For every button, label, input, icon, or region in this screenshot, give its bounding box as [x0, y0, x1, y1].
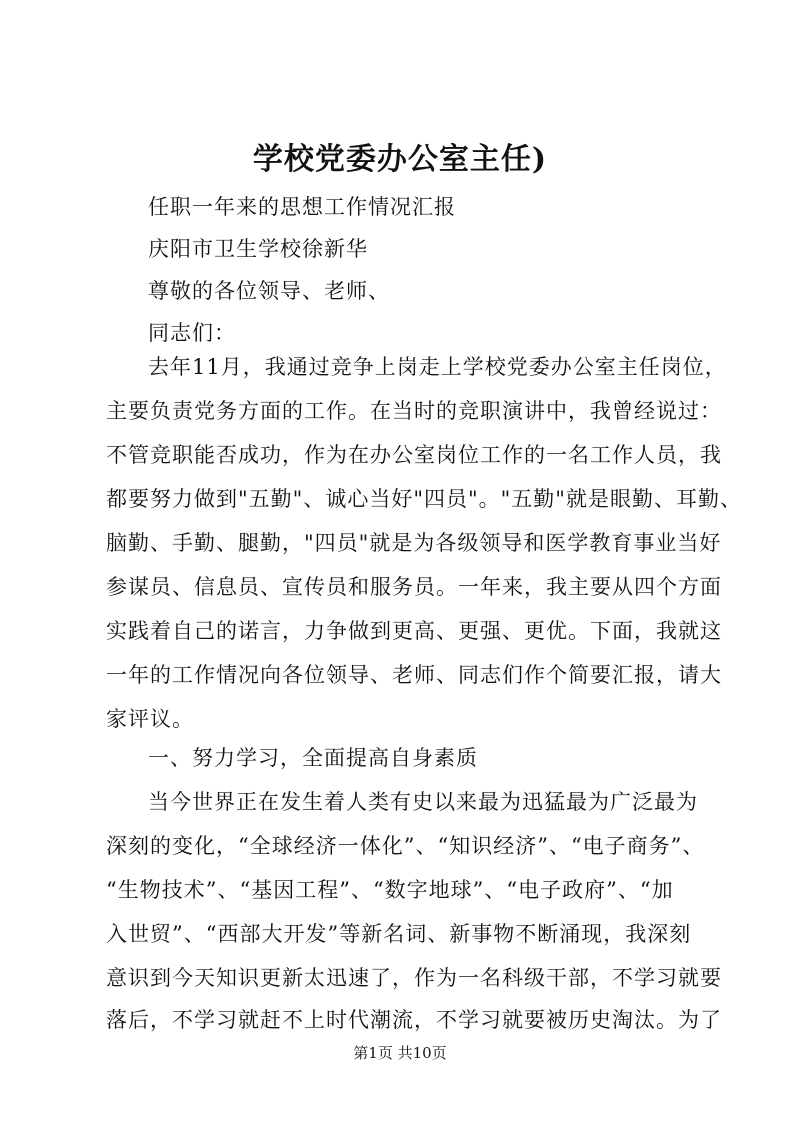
text-line: 落后，不学习就赶不上时代潮流，不学习就要被历史淘汰。为了 — [106, 1008, 722, 1032]
text-line: 实践着自己的诺言，力争做到更高、更强、更优。下面，我就这 — [106, 619, 722, 643]
text-line: 不管竞职能否成功，作为在办公室岗位工作的一名工作人员，我 — [106, 443, 722, 467]
text-line: “生物技术”、“基因工程”、“数字地球”、“电子政府”、“加 — [106, 878, 674, 902]
section-heading: 一、努力学习，全面提高自身素质 — [148, 746, 478, 770]
text-line: 当今世界正在发生着人类有史以来最为迅猛最为广泛最为 — [148, 790, 698, 814]
document-title: 学校党委办公室主任) — [252, 142, 548, 177]
text-line: 参谋员、信息员、宣传员和服务员。一年来，我主要从四个方面 — [106, 575, 722, 599]
text-line-salutation-cont: 同志们： — [148, 321, 236, 345]
text-line: 主要负责党务方面的工作。在当时的竞职演讲中，我曾经说过： — [106, 399, 722, 423]
text-line-subtitle: 任职一年来的思想工作情况汇报 — [148, 195, 456, 219]
page-footer: 第1页 共10页 — [353, 1044, 447, 1062]
text-line: 一年的工作情况向各位领导、老师、同志们作个简要汇报，请大 — [106, 663, 722, 687]
text-line: 意识到今天知识更新太迅速了，作为一名科级干部，不学习就要 — [106, 966, 722, 990]
text-line: 入世贸”、“西部大开发”等新名词、新事物不断涌现，我深刻 — [106, 922, 692, 946]
text-line-author: 庆阳市卫生学校徐新华 — [148, 237, 368, 261]
text-line: 深刻的变化，“全球经济一体化”、“知识经济”、“电子商务”、 — [106, 834, 705, 858]
text-line-salutation: 尊敬的各位领导、老师、 — [148, 279, 390, 303]
text-line: 都要努力做到"五勤"、诚心当好"四员"。"五勤"就是眼勤、耳勤、 — [106, 487, 742, 511]
text-line: 去年11月，我通过竞争上岗走上学校党委办公室主任岗位， — [148, 355, 727, 379]
text-line: 脑勤、手勤、腿勤，"四员"就是为各级领导和医学教育事业当好 — [106, 531, 722, 555]
text-line: 家评议。 — [106, 707, 194, 731]
